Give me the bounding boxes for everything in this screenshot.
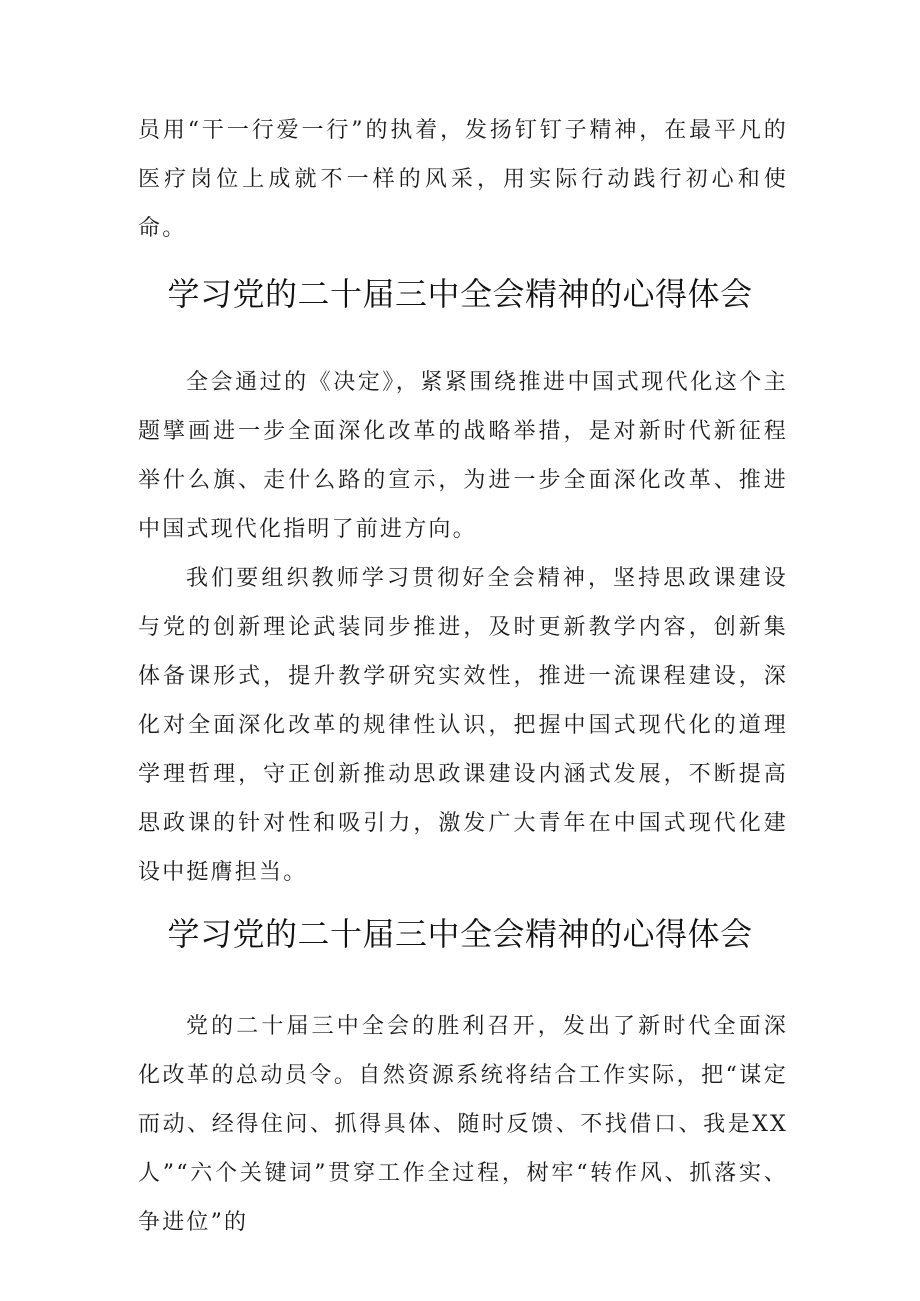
section-heading-2: 学习党的二十届三中全会精神的心得体会 — [167, 915, 753, 953]
paragraph-continued: 员用“干一行爱一行”的执着，发扬钉钉子精神，在最平凡的医疗岗位上成就不一样的风采，用实际行动践行初心和使命。 — [138, 118, 788, 241]
section-heading-1: 学习党的二十届三中全会精神的心得体会 — [167, 275, 753, 313]
paragraph-1-2: 我们要组织教师学习贯彻好全会精神，坚持思政课建设与党的创新理论武装同步推进，及时更新教学内容，创新集体备课形式，提升教学研究实效性，推进一流课程建设，深化对全面深化改革的规律性认识，把握中国式现代化的道理学理哲理，守正创新推动思政课建设内涵式发展，不断提高思政课的针对性和吸引力，激发广大青年在中国式现代化建设中挺膺担当。 — [138, 566, 788, 885]
paragraph-1-1: 全会通过的《决定》，紧紧围绕推进中国式现代化这个主题擘画进一步全面深化改革的战略举措，是对新时代新征程举什么旗、走什么路的宣示，为进一步全面深化改革、推进中国式现代化指明了前进方向。 — [138, 370, 788, 542]
paragraph-2-1: 党的二十届三中全会的胜利召开，发出了新时代全面深化改革的总动员令。自然资源系统将结合工作实际，把“谋定而动、经得住问、抓得具体、随时反馈、不找借口、我是XX人”“六个关键词”贯穿工作全过程，树牢“转作风、抓落实、争进位”的 — [138, 1014, 788, 1235]
